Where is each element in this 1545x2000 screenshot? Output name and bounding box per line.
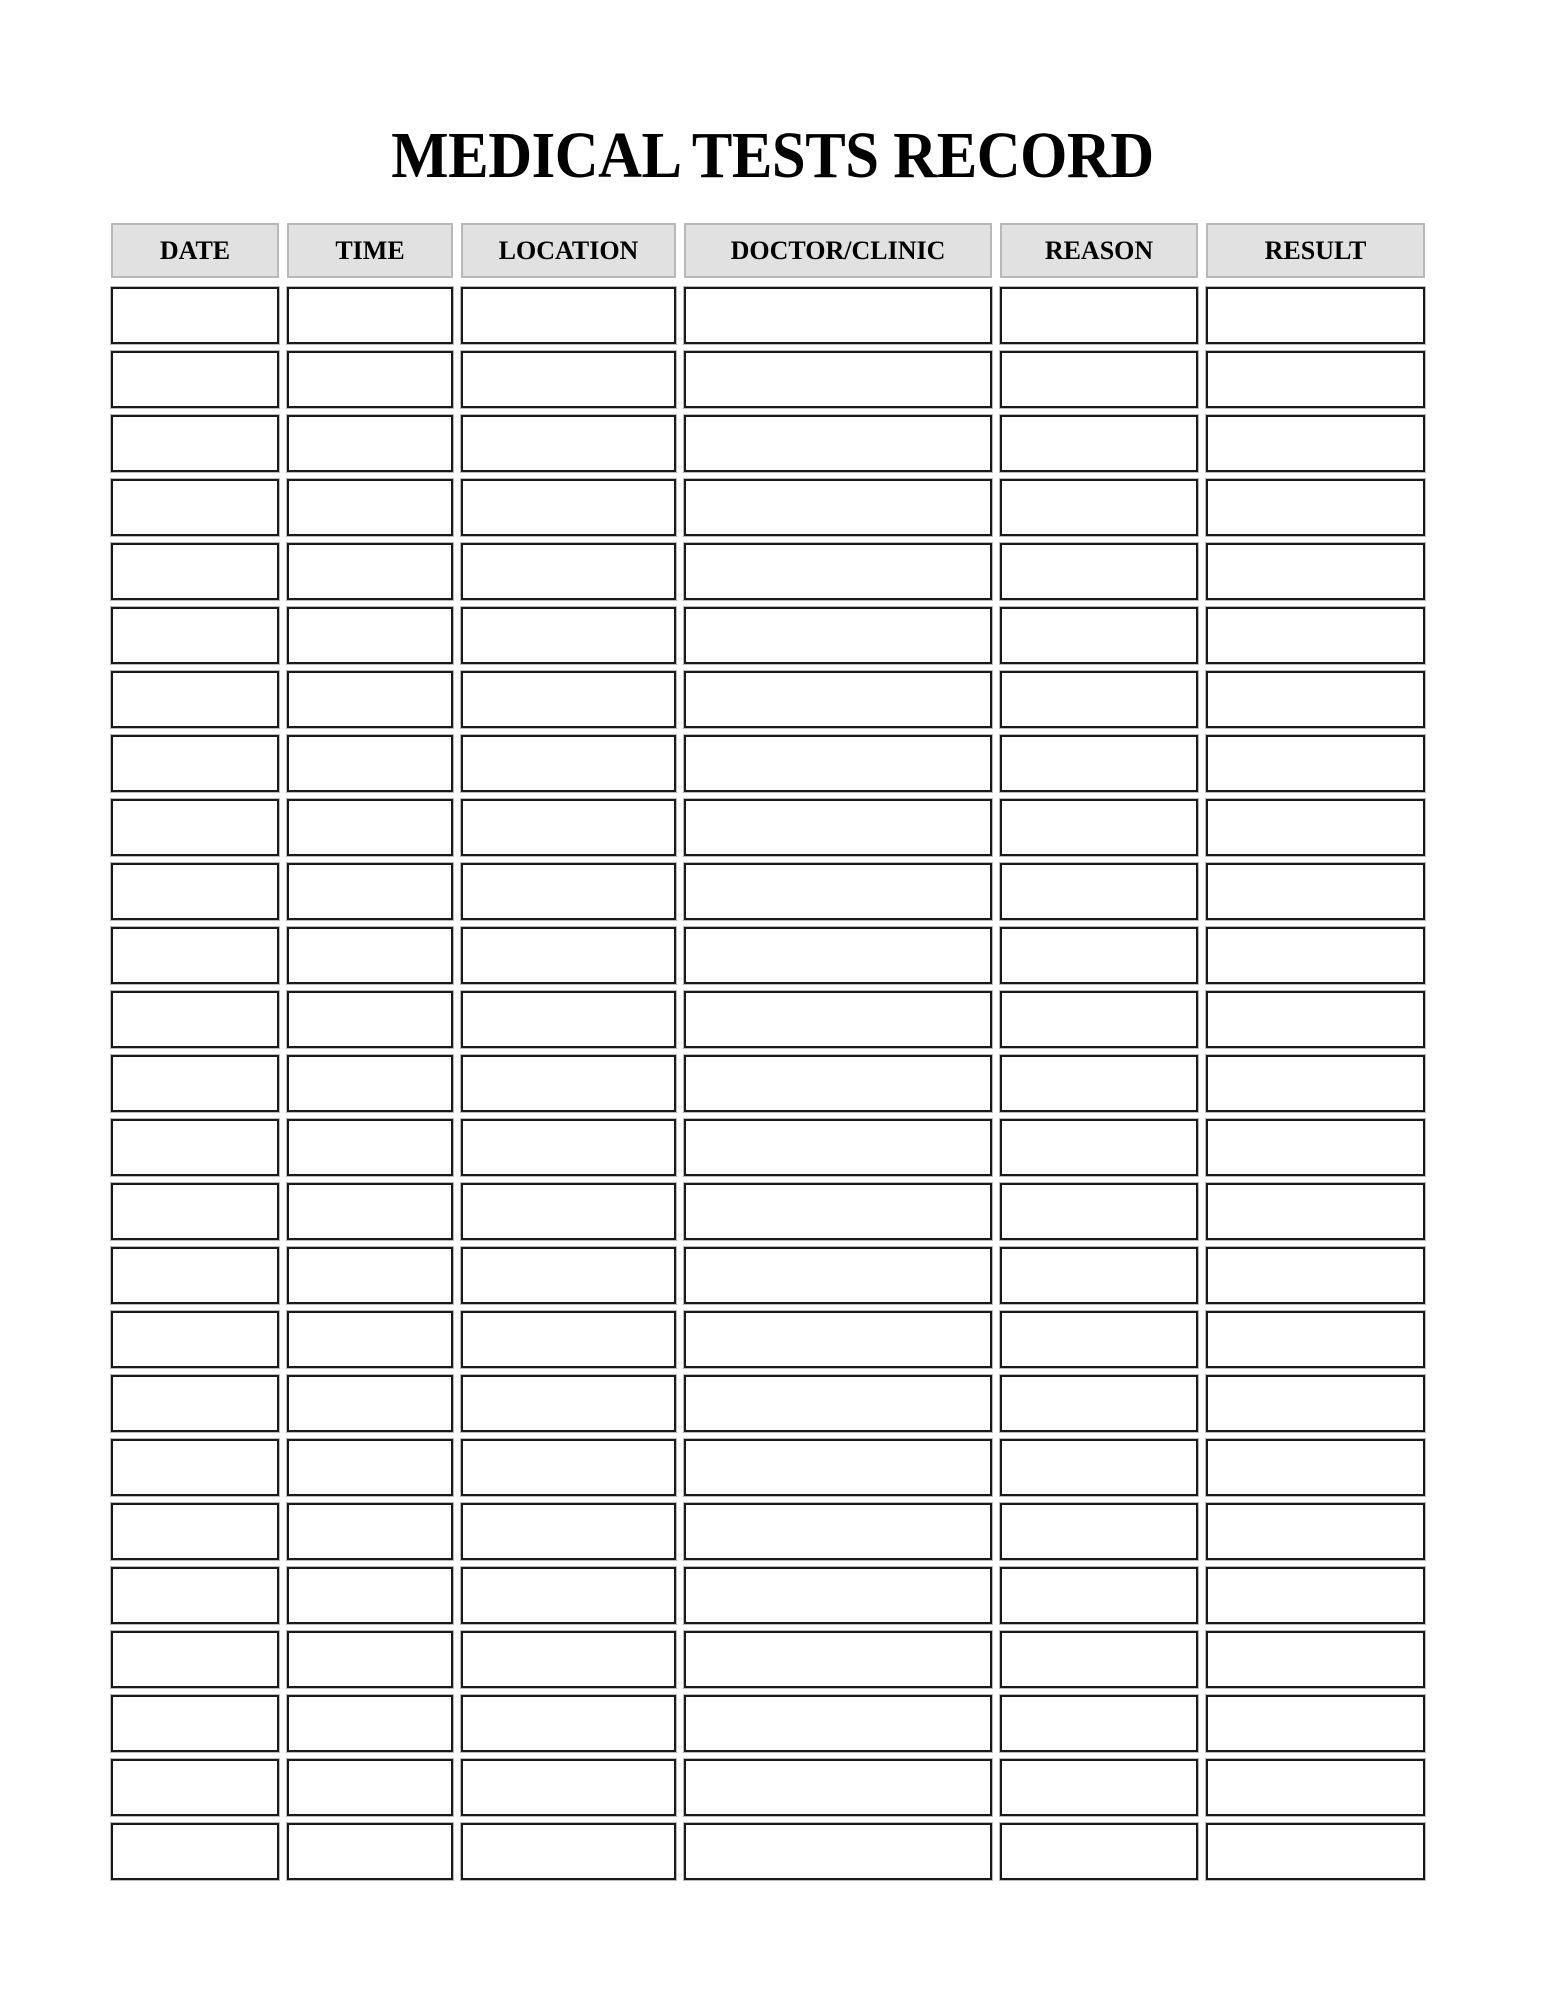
entry-cell-time[interactable] (287, 415, 453, 472)
entry-cell-result[interactable] (1206, 543, 1425, 600)
entry-cell-result[interactable] (1206, 1631, 1425, 1688)
entry-cell-time[interactable] (287, 1311, 453, 1368)
entry-cell-result[interactable] (1206, 1183, 1425, 1240)
entry-cell-reason[interactable] (1000, 1759, 1198, 1816)
entry-cell-result[interactable] (1206, 607, 1425, 664)
entry-cell-doctor_clinic[interactable] (684, 1311, 992, 1368)
entry-cell-time[interactable] (287, 927, 453, 984)
entry-cell-location[interactable] (461, 1375, 676, 1432)
entry-cell-time[interactable] (287, 799, 453, 856)
entry-cell-doctor_clinic[interactable] (684, 863, 992, 920)
entry-cell-date[interactable] (111, 1311, 279, 1368)
entry-cell-date[interactable] (111, 1055, 279, 1112)
entry-cell-doctor_clinic[interactable] (684, 1055, 992, 1112)
entry-cell-time[interactable] (287, 1503, 453, 1560)
entry-cell-reason[interactable] (1000, 287, 1198, 344)
entry-cell-doctor_clinic[interactable] (684, 287, 992, 344)
entry-cell-doctor_clinic[interactable] (684, 1247, 992, 1304)
entry-cell-reason[interactable] (1000, 1823, 1198, 1880)
entry-cell-date[interactable] (111, 1503, 279, 1560)
entry-cell-result[interactable] (1206, 1503, 1425, 1560)
entry-cell-date[interactable] (111, 415, 279, 472)
entry-cell-time[interactable] (287, 607, 453, 664)
entry-cell-reason[interactable] (1000, 927, 1198, 984)
entry-cell-result[interactable] (1206, 1439, 1425, 1496)
entry-cell-location[interactable] (461, 543, 676, 600)
entry-cell-reason[interactable] (1000, 1183, 1198, 1240)
entry-cell-time[interactable] (287, 735, 453, 792)
column-header-result: RESULT (1206, 223, 1425, 278)
entry-cell-reason[interactable] (1000, 415, 1198, 472)
entry-cell-reason[interactable] (1000, 479, 1198, 536)
entry-cell-reason[interactable] (1000, 607, 1198, 664)
entry-cell-time[interactable] (287, 991, 453, 1048)
entry-cell-reason[interactable] (1000, 1375, 1198, 1432)
entry-cell-location[interactable] (461, 927, 676, 984)
entry-cell-location[interactable] (461, 1503, 676, 1560)
entry-cell-doctor_clinic[interactable] (684, 671, 992, 728)
entry-cell-reason[interactable] (1000, 735, 1198, 792)
entry-cell-doctor_clinic[interactable] (684, 1567, 992, 1624)
entry-cell-reason[interactable] (1000, 671, 1198, 728)
entry-cell-result[interactable] (1206, 863, 1425, 920)
entry-cell-result[interactable] (1206, 1119, 1425, 1176)
entry-cell-time[interactable] (287, 863, 453, 920)
entry-cell-date[interactable] (111, 479, 279, 536)
entry-cell-reason[interactable] (1000, 1311, 1198, 1368)
entry-cell-time[interactable] (287, 1695, 453, 1752)
entry-cell-location[interactable] (461, 607, 676, 664)
entry-cell-doctor_clinic[interactable] (684, 1439, 992, 1496)
entry-cell-result[interactable] (1206, 1759, 1425, 1816)
entry-cell-reason[interactable] (1000, 543, 1198, 600)
entry-cell-doctor_clinic[interactable] (684, 735, 992, 792)
entry-cell-location[interactable] (461, 351, 676, 408)
entry-cell-location[interactable] (461, 287, 676, 344)
entry-cell-location[interactable] (461, 1631, 676, 1688)
entry-cell-result[interactable] (1206, 415, 1425, 472)
entry-cell-doctor_clinic[interactable] (684, 1503, 992, 1560)
entry-cell-doctor_clinic[interactable] (684, 1823, 992, 1880)
entry-cell-reason[interactable] (1000, 1439, 1198, 1496)
entry-cell-date[interactable] (111, 799, 279, 856)
entry-cell-date[interactable] (111, 1823, 279, 1880)
entry-cell-location[interactable] (461, 799, 676, 856)
entry-cell-doctor_clinic[interactable] (684, 799, 992, 856)
entry-cell-result[interactable] (1206, 287, 1425, 344)
entry-cell-doctor_clinic[interactable] (684, 479, 992, 536)
entry-cell-date[interactable] (111, 991, 279, 1048)
entry-cell-time[interactable] (287, 287, 453, 344)
entry-cell-time[interactable] (287, 1567, 453, 1624)
entry-cell-reason[interactable] (1000, 1055, 1198, 1112)
entry-cell-date[interactable] (111, 1119, 279, 1176)
entry-cell-time[interactable] (287, 1183, 453, 1240)
entry-cell-time[interactable] (287, 671, 453, 728)
entry-cell-location[interactable] (461, 1119, 676, 1176)
entry-cell-reason[interactable] (1000, 351, 1198, 408)
entry-cell-location[interactable] (461, 1759, 676, 1816)
entry-cell-date[interactable] (111, 543, 279, 600)
entry-cell-result[interactable] (1206, 1823, 1425, 1880)
entry-cell-doctor_clinic[interactable] (684, 1375, 992, 1432)
entry-cell-reason[interactable] (1000, 991, 1198, 1048)
entry-cell-result[interactable] (1206, 1055, 1425, 1112)
entry-cell-date[interactable] (111, 1183, 279, 1240)
entry-cell-date[interactable] (111, 1695, 279, 1752)
column-header-date: DATE (111, 223, 279, 278)
entry-cell-doctor_clinic[interactable] (684, 1183, 992, 1240)
entry-cell-result[interactable] (1206, 351, 1425, 408)
entry-cell-location[interactable] (461, 735, 676, 792)
column-header-location: LOCATION (461, 223, 676, 278)
entry-cell-location[interactable] (461, 479, 676, 536)
entry-cell-date[interactable] (111, 351, 279, 408)
entry-cell-location[interactable] (461, 1247, 676, 1304)
entry-cell-result[interactable] (1206, 1311, 1425, 1368)
column-header-reason: REASON (1000, 223, 1198, 278)
column-header-doctor-clinic: DOCTOR/CLINIC (684, 223, 992, 278)
entry-cell-location[interactable] (461, 415, 676, 472)
entry-cell-reason[interactable] (1000, 799, 1198, 856)
entry-cell-location[interactable] (461, 991, 676, 1048)
entry-cell-time[interactable] (287, 1055, 453, 1112)
entry-cell-time[interactable] (287, 1247, 453, 1304)
entry-cell-location[interactable] (461, 1567, 676, 1624)
entry-cell-time[interactable] (287, 479, 453, 536)
entry-cell-reason[interactable] (1000, 1695, 1198, 1752)
entry-cell-result[interactable] (1206, 1567, 1425, 1624)
entry-cell-date[interactable] (111, 863, 279, 920)
entry-cell-result[interactable] (1206, 1247, 1425, 1304)
entry-cell-time[interactable] (287, 543, 453, 600)
entry-cell-result[interactable] (1206, 1375, 1425, 1432)
entry-cell-doctor_clinic[interactable] (684, 1695, 992, 1752)
entry-cell-result[interactable] (1206, 479, 1425, 536)
entry-cell-result[interactable] (1206, 735, 1425, 792)
entry-cell-location[interactable] (461, 671, 676, 728)
entry-cell-result[interactable] (1206, 799, 1425, 856)
entry-cell-time[interactable] (287, 1759, 453, 1816)
entry-cell-date[interactable] (111, 671, 279, 728)
entry-cell-date[interactable] (111, 1631, 279, 1688)
entry-cell-date[interactable] (111, 1759, 279, 1816)
entry-cell-date[interactable] (111, 735, 279, 792)
entry-cell-reason[interactable] (1000, 863, 1198, 920)
entry-cell-location[interactable] (461, 1055, 676, 1112)
entry-cell-doctor_clinic[interactable] (684, 1631, 992, 1688)
entry-cell-date[interactable] (111, 1567, 279, 1624)
entry-cell-reason[interactable] (1000, 1503, 1198, 1560)
entry-cell-time[interactable] (287, 1823, 453, 1880)
entry-cell-reason[interactable] (1000, 1631, 1198, 1688)
entry-cell-result[interactable] (1206, 671, 1425, 728)
entry-cell-doctor_clinic[interactable] (684, 1759, 992, 1816)
entry-cell-date[interactable] (111, 1375, 279, 1432)
entry-cell-result[interactable] (1206, 991, 1425, 1048)
entry-cell-location[interactable] (461, 1439, 676, 1496)
entry-cell-location[interactable] (461, 1823, 676, 1880)
entry-cell-time[interactable] (287, 1631, 453, 1688)
entry-cell-time[interactable] (287, 1119, 453, 1176)
entry-cell-date[interactable] (111, 1439, 279, 1496)
entry-cell-time[interactable] (287, 1375, 453, 1432)
entry-cell-time[interactable] (287, 1439, 453, 1496)
entry-cell-reason[interactable] (1000, 1119, 1198, 1176)
entry-cell-location[interactable] (461, 863, 676, 920)
entry-cell-doctor_clinic[interactable] (684, 415, 992, 472)
entry-cell-doctor_clinic[interactable] (684, 543, 992, 600)
entry-cell-doctor_clinic[interactable] (684, 991, 992, 1048)
entry-cell-result[interactable] (1206, 1695, 1425, 1752)
column-header-time: TIME (287, 223, 453, 278)
entry-cell-doctor_clinic[interactable] (684, 607, 992, 664)
entry-cell-reason[interactable] (1000, 1247, 1198, 1304)
entry-cell-date[interactable] (111, 1247, 279, 1304)
entry-cell-doctor_clinic[interactable] (684, 927, 992, 984)
entry-cell-date[interactable] (111, 287, 279, 344)
entry-cell-doctor_clinic[interactable] (684, 351, 992, 408)
page-title: MEDICAL TESTS RECORD (391, 119, 1154, 192)
entry-cell-date[interactable] (111, 607, 279, 664)
entry-cell-date[interactable] (111, 927, 279, 984)
entry-cell-reason[interactable] (1000, 1567, 1198, 1624)
entry-cell-location[interactable] (461, 1311, 676, 1368)
entry-cell-result[interactable] (1206, 927, 1425, 984)
entry-cell-location[interactable] (461, 1183, 676, 1240)
entry-cell-time[interactable] (287, 351, 453, 408)
entry-cell-doctor_clinic[interactable] (684, 1119, 992, 1176)
entry-cell-location[interactable] (461, 1695, 676, 1752)
